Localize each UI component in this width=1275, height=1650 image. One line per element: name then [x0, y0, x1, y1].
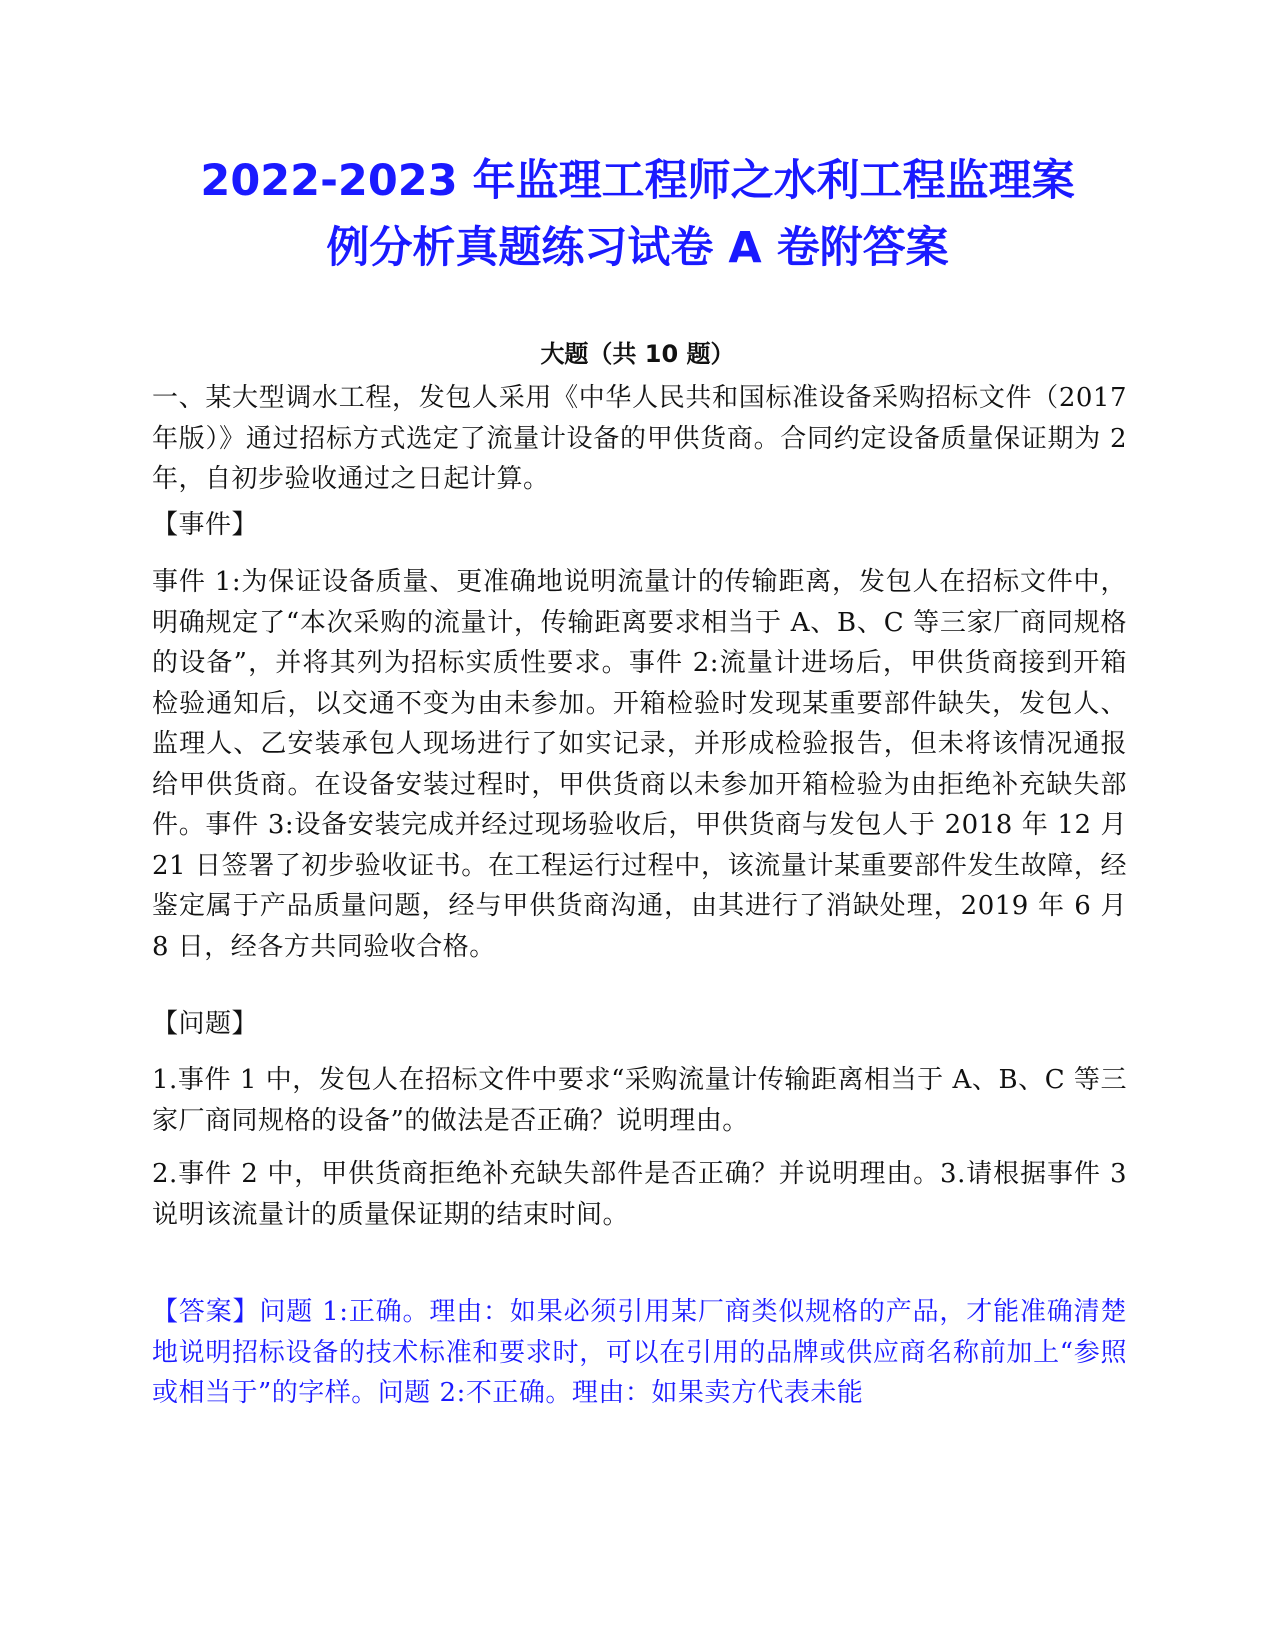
section-heading: 大题（共 10 题）: [540, 340, 735, 368]
question-1: 1.事件 1 中，发包人在招标文件中要求“采购流量计传输距离相当于 A、B、C 等三家厂商同规格的设备”的做法是否正确？说明理由。: [152, 1065, 1127, 1136]
document-title: [140, 148, 1135, 282]
question-2-3: 2.事件 2 中，甲供货商拒绝补充缺失部件是否正确？并说明理由。3.请根据事件 3 说明该流量计的质量保证期的结束时间。: [152, 1159, 1127, 1230]
question-intro: 一、某大型调水工程，发包人采用《中华人民共和国标准设备采购招标文件（2017 年版）》通过招标方式选定了流量计设备的甲供货商。合同约定设备质量保证期为 2 年，自初步验收通过之日起计算。: [152, 383, 1127, 494]
events-heading: 【事件】: [152, 510, 259, 540]
events-text: 事件 1:为保证设备质量、更准确地说明流量计的传输距离，发包人在招标文件中，明确规定了“本次采购的流量计，传输距离要求相当于 A、B、C 等三家厂商同规格的设备”，并将其列为招标实质性要求。事件 2:流量计进场后，甲供货商接到开箱检验通知后，以交通不变为由未参加。开箱检验时发现某重要部件缺失，发包人、监理人、乙安装承包人现场进行了如实记录，并形成检验报告，但未将该情况通报给甲供货商。在设备安装过程时，甲供货商以未参加开箱检验为由拒绝补充缺失部件。事件 3:设备安装完成并经过现场验收后，甲供货商与发包人于 2018 年 12 月 21 日签署了初步验收证书。在工程运行过程中，该流量计某重要部件发生故障，经鉴定属于产品质量问题，经与甲供货商沟通，由其进行了消缺处理，2019 年 6 月 8 日，经各方共同验收合格。: [152, 567, 1127, 962]
answer-text: 【答案】问题 1:正确。理由：如果必须引用某厂商类似规格的产品，才能准确清楚地说明招标设备的技术标准和要求时，可以在引用的品牌或供应商名称前加上“参照或相当于”的字样。问题 2:不正确。理由：如果卖方代表未能: [152, 1297, 1127, 1408]
document-title-line-1: 2022-2023 年监理工程师之水利工程监理案: [200, 156, 1075, 206]
questions-heading: 【问题】: [152, 1009, 259, 1039]
document-title-line-2: 例分析真题练习试卷 A 卷附答案: [326, 223, 949, 273]
